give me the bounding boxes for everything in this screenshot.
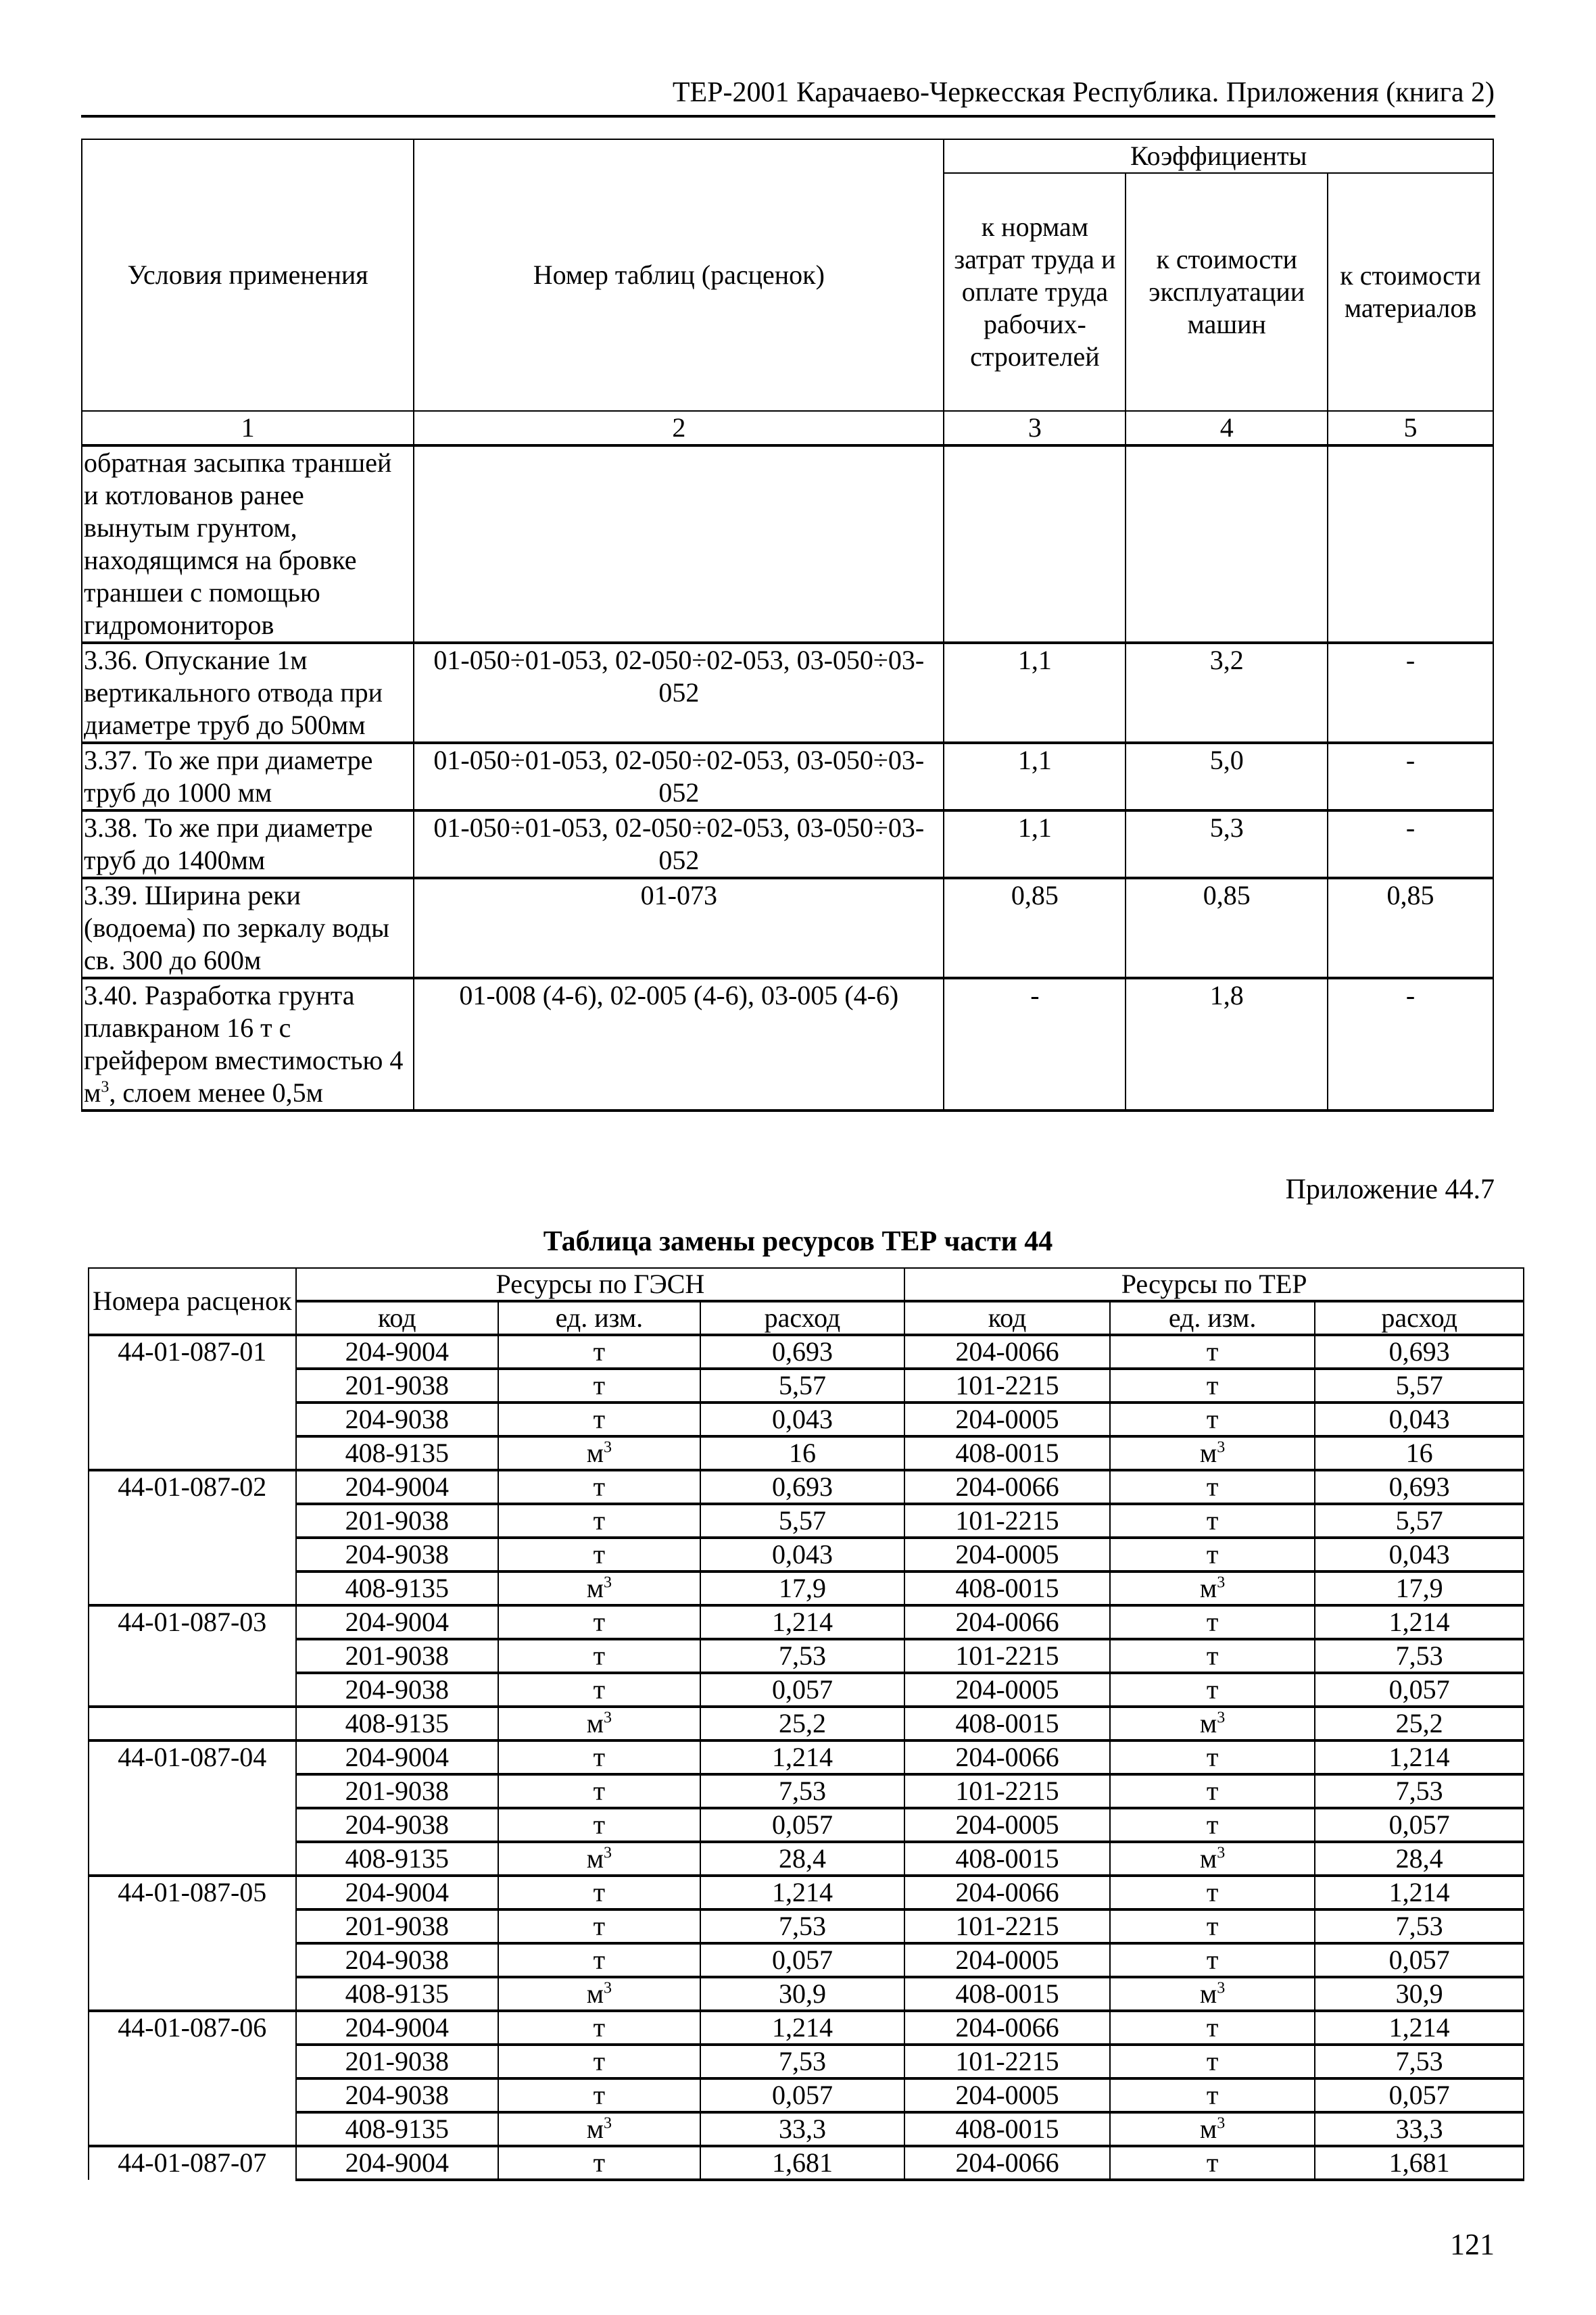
header-gesn-code: код [296,1301,499,1335]
gesn-unit-cell: т [498,1538,700,1571]
ter-consumption-cell: 1,214 [1315,2011,1524,2045]
ter-consumption-cell: 1,214 [1315,1605,1524,1639]
superscript: 3 [1217,1438,1226,1457]
ter-consumption-cell: 25,2 [1315,1707,1524,1740]
unit-text: м [1199,1708,1217,1738]
gesn-consumption-cell: 1,214 [700,1876,905,1909]
gesn-unit-cell [498,1707,700,1740]
rate-number-cell [89,1909,296,1943]
ter-code-cell: 101-2215 [904,1909,1110,1943]
table-row [89,1808,1524,1842]
ter-consumption-cell: 5,57 [1315,1369,1524,1403]
gesn-consumption-cell: 0,043 [700,1403,905,1436]
ter-consumption-cell: 7,53 [1315,2045,1524,2078]
gesn-consumption-cell: 0,057 [700,1943,905,1977]
unit-text: м [1199,1843,1217,1874]
gesn-consumption-cell: 7,53 [700,1774,905,1808]
rate-number-cell [89,1977,296,2011]
table-row [89,1774,1524,1808]
ter-code-cell: 204-0066 [904,1876,1110,1909]
table-row [89,1436,1524,1470]
ter-code-cell: 204-0005 [904,2078,1110,2112]
ter-code-cell: 204-0066 [904,1740,1110,1774]
ter-consumption-cell: 0,043 [1315,1403,1524,1436]
rate-number-cell: 44-01-087-06 [89,2011,296,2045]
ter-consumption-cell: 30,9 [1315,1977,1524,2011]
gesn-code-cell: 408-9135 [296,2112,499,2146]
unit-text: м [1199,1438,1217,1468]
materials-cell: 0,85 [1328,878,1493,978]
gesn-consumption-cell: 28,4 [700,1842,905,1876]
ter-consumption-cell: 0,057 [1315,1808,1524,1842]
gesn-unit-cell: т [498,1909,700,1943]
gesn-consumption-cell: 0,057 [700,1808,905,1842]
ter-code-cell: 101-2215 [904,1369,1110,1403]
labor-cell [944,445,1126,643]
gesn-consumption-cell: 7,53 [700,1909,905,1943]
ter-unit-cell: т [1110,1504,1315,1538]
gesn-unit-cell: т [498,1673,700,1707]
table-row [89,2011,1524,2045]
gesn-consumption-cell: 30,9 [700,1977,905,2011]
header-table-numbers: Номер таблиц (расценок) [414,139,944,411]
gesn-unit-cell: т [498,1470,700,1504]
gesn-unit-cell: т [498,2011,700,2045]
ter-unit-cell: т [1110,1774,1315,1808]
ter-code-cell: 204-0005 [904,1538,1110,1571]
tables-cell: 01-050÷01-053, 02-050÷02-053, 03-050÷03-052 [414,743,944,810]
rate-number-cell [89,2112,296,2146]
gesn-code-cell: 201-9038 [296,1369,499,1403]
superscript: 3 [1217,1844,1226,1862]
gesn-consumption-cell: 25,2 [700,1707,905,1740]
ter-code-cell: 101-2215 [904,1504,1110,1538]
rate-number-cell [89,1403,296,1436]
materials-cell: - [1328,643,1493,743]
ter-consumption-cell: 0,057 [1315,1673,1524,1707]
condition-cell [82,978,414,1111]
ter-code-cell: 408-0015 [904,1842,1110,1876]
rate-number-cell: 44-01-087-02 [89,1470,296,1504]
ter-code-cell: 204-0005 [904,1943,1110,1977]
gesn-consumption-cell: 1,214 [700,1740,905,1774]
gesn-unit-cell: т [498,1943,700,1977]
resource-replacement-table [88,1267,1524,2181]
gesn-code-cell: 201-9038 [296,1774,499,1808]
table-row [89,1369,1524,1403]
ter-unit-cell: т [1110,1369,1315,1403]
gesn-unit-cell: т [498,1369,700,1403]
gesn-unit-cell: т [498,1774,700,1808]
superscript: 3 [604,1979,612,1997]
rate-number-cell [89,1436,296,1470]
superscript: 3 [604,2114,612,2133]
ter-unit-cell: т [1110,2146,1315,2180]
unit-text: м [586,1708,604,1738]
ter-consumption-cell: 0,693 [1315,1470,1524,1504]
gesn-consumption-cell: 1,681 [700,2146,905,2180]
gesn-code-cell: 204-9038 [296,1403,499,1436]
table-row [89,1842,1524,1876]
tables-cell [414,445,944,643]
ter-code-cell: 204-0066 [904,1605,1110,1639]
ter-unit-cell: т [1110,2078,1315,2112]
table-row [89,1470,1524,1504]
machines-cell: 0,85 [1126,878,1328,978]
header-rate-numbers: Номера расценок [89,1268,296,1335]
machines-cell: 1,8 [1126,978,1328,1111]
rate-number-cell [89,1504,296,1538]
ter-consumption-cell: 1,681 [1315,2146,1524,2180]
ter-code-cell: 408-0015 [904,1707,1110,1740]
ter-code-cell: 101-2215 [904,1639,1110,1673]
table-row [89,2045,1524,2078]
header-ter-unit: ед. изм. [1110,1301,1315,1335]
ter-code-cell: 408-0015 [904,1571,1110,1605]
rate-number-cell [89,1571,296,1605]
ter-unit-cell: т [1110,2011,1315,2045]
header-gesn-consumption: расход [700,1301,905,1335]
column-number: 4 [1126,411,1328,445]
gesn-code-cell: 408-9135 [296,1707,499,1740]
superscript: 3 [604,1844,612,1862]
table-row [82,643,1493,743]
materials-cell: - [1328,810,1493,878]
unit-text: м [586,2114,604,2144]
gesn-code-cell: 201-9038 [296,1504,499,1538]
running-header: ТЕР-2001 Карачаево-Черкесская Республика. Приложения (книга 2) [672,77,1495,108]
ter-code-cell: 204-0005 [904,1673,1110,1707]
table-row [89,1403,1524,1436]
superscript: 3 [1217,1979,1226,1997]
gesn-consumption-cell: 0,693 [700,1335,905,1369]
table-row [89,1504,1524,1538]
resource-table-body [89,1335,1524,2180]
header-ter-consumption: расход [1315,1301,1524,1335]
header-labor: к нормам затрат труда и оплате труда рабочих-строителей [944,173,1126,411]
ter-unit-cell: т [1110,1740,1315,1774]
ter-consumption-cell: 0,057 [1315,1943,1524,1977]
ter-code-cell: 101-2215 [904,2045,1110,2078]
gesn-code-cell: 204-9038 [296,1673,499,1707]
ter-consumption-cell: 33,3 [1315,2112,1524,2146]
table-row [89,1943,1524,1977]
ter-code-cell: 204-0066 [904,1470,1110,1504]
table-row [82,445,1493,643]
table-row [89,1740,1524,1774]
rate-number-cell [89,1639,296,1673]
rate-number-cell: 44-01-087-01 [89,1335,296,1369]
gesn-code-cell: 408-9135 [296,1977,499,2011]
table-row [89,1673,1524,1707]
gesn-unit-cell: т [498,1504,700,1538]
gesn-consumption-cell: 7,53 [700,2045,905,2078]
gesn-unit-cell: т [498,1335,700,1369]
gesn-unit-cell [498,2112,700,2146]
gesn-consumption-cell: 5,57 [700,1504,905,1538]
ter-consumption-cell: 28,4 [1315,1842,1524,1876]
rate-number-cell [89,1943,296,1977]
rate-number-cell [89,1808,296,1842]
gesn-unit-cell: т [498,1808,700,1842]
ter-unit-cell: т [1110,1876,1315,1909]
column-number: 1 [82,411,414,445]
ter-unit-cell: т [1110,1605,1315,1639]
rate-number-cell: 44-01-087-04 [89,1740,296,1774]
ter-consumption-cell: 1,214 [1315,1740,1524,1774]
table-row [89,1335,1524,1369]
table-row [89,1707,1524,1740]
gesn-unit-cell [498,1571,700,1605]
table-row [89,1538,1524,1571]
header-gesn-unit: ед. изм. [498,1301,700,1335]
ter-unit-cell: т [1110,2045,1315,2078]
ter-code-cell: 408-0015 [904,1436,1110,1470]
header-rule [81,115,1495,118]
unit-text: м [1199,1978,1217,2009]
machines-cell: 3,2 [1126,643,1328,743]
tables-cell: 01-008 (4-6), 02-005 (4-6), 03-005 (4-6) [414,978,944,1111]
ter-code-cell: 204-0066 [904,2146,1110,2180]
header-ter-group: Ресурсы по ТЕР [904,1268,1524,1301]
ter-unit-cell [1110,1571,1315,1605]
table-row [89,1605,1524,1639]
ter-consumption-cell: 7,53 [1315,1639,1524,1673]
column-number: 2 [414,411,944,445]
ter-code-cell: 101-2215 [904,1774,1110,1808]
unit-text: м [586,1573,604,1603]
ter-unit-cell [1110,1842,1315,1876]
rate-number-cell: 44-01-087-07 [89,2146,296,2180]
table-row [89,1909,1524,1943]
ter-unit-cell: т [1110,1808,1315,1842]
column-number: 5 [1328,411,1493,445]
table-row [89,2112,1524,2146]
tables-cell: 01-050÷01-053, 02-050÷02-053, 03-050÷03-052 [414,643,944,743]
table-row [82,878,1493,978]
gesn-unit-cell: т [498,1876,700,1909]
machines-cell: 5,0 [1126,743,1328,810]
table-row [89,1977,1524,2011]
condition-text: 3.40. Разработка грунта плавкраном 16 т с грейфером вместимостью 4 м [84,980,404,1108]
rate-number-cell [89,1673,296,1707]
ter-consumption-cell: 5,57 [1315,1504,1524,1538]
gesn-code-cell: 204-9004 [296,2146,499,2180]
ter-consumption-cell: 16 [1315,1436,1524,1470]
gesn-code-cell: 408-9135 [296,1571,499,1605]
rate-number-cell [89,1707,296,1740]
gesn-unit-cell: т [498,2078,700,2112]
ter-consumption-cell: 1,214 [1315,1876,1524,1909]
ter-consumption-cell: 7,53 [1315,1774,1524,1808]
gesn-consumption-cell: 1,214 [700,2011,905,2045]
header-machines: к стоимости эксплуатации машин [1126,173,1328,411]
machines-cell: 5,3 [1126,810,1328,878]
rate-number-cell: 44-01-087-05 [89,1876,296,1909]
gesn-unit-cell: т [498,1403,700,1436]
unit-text: м [586,1843,604,1874]
ter-unit-cell [1110,1436,1315,1470]
gesn-unit-cell [498,1436,700,1470]
gesn-unit-cell [498,1977,700,2011]
gesn-unit-cell: т [498,2045,700,2078]
gesn-unit-cell [498,1842,700,1876]
column-number: 3 [944,411,1126,445]
materials-cell: - [1328,743,1493,810]
rate-number-cell [89,1774,296,1808]
condition-text: , слоем менее 0,5м [109,1077,323,1108]
table-row [82,978,1493,1111]
ter-code-cell: 408-0015 [904,1977,1110,2011]
ter-unit-cell: т [1110,1673,1315,1707]
gesn-consumption-cell: 0,057 [700,2078,905,2112]
header-ter-code: код [904,1301,1110,1335]
table-row [89,1639,1524,1673]
appendix-label: Приложение 44.7 [1285,1174,1495,1205]
gesn-unit-cell: т [498,2146,700,2180]
superscript: 3 [604,1438,612,1457]
gesn-unit-cell: т [498,1605,700,1639]
labor-cell: - [944,978,1126,1111]
superscript: 3 [604,1574,612,1592]
table-row [89,1876,1524,1909]
materials-cell [1328,445,1493,643]
materials-cell: - [1328,978,1493,1111]
gesn-unit-cell: т [498,1639,700,1673]
superscript: 3 [604,1709,612,1727]
ter-consumption-cell: 17,9 [1315,1571,1524,1605]
ter-code-cell: 408-0015 [904,2112,1110,2146]
ter-unit-cell [1110,1977,1315,2011]
gesn-code-cell: 204-9004 [296,2011,499,2045]
labor-cell: 0,85 [944,878,1126,978]
header-conditions: Условия применения [82,139,414,411]
ter-consumption-cell: 0,693 [1315,1335,1524,1369]
gesn-code-cell: 204-9004 [296,1470,499,1504]
ter-unit-cell: т [1110,1470,1315,1504]
ter-consumption-cell: 0,057 [1315,2078,1524,2112]
gesn-code-cell: 201-9038 [296,2045,499,2078]
gesn-code-cell: 204-9038 [296,1808,499,1842]
gesn-unit-cell: т [498,1740,700,1774]
gesn-code-cell: 204-9038 [296,2078,499,2112]
gesn-code-cell: 204-9038 [296,1943,499,1977]
gesn-consumption-cell: 0,693 [700,1470,905,1504]
gesn-code-cell: 204-9004 [296,1335,499,1369]
unit-text: м [1199,1573,1217,1603]
condition-cell: обратная засыпка траншей и котлованов ранее вынутым грунтом, находящимся на бровке траншеи с помощью гидромониторов [82,445,414,643]
superscript: 3 [1217,1709,1226,1727]
unit-text: м [586,1438,604,1468]
gesn-code-cell: 201-9038 [296,1909,499,1943]
gesn-consumption-cell: 1,214 [700,1605,905,1639]
ter-unit-cell: т [1110,1639,1315,1673]
gesn-consumption-cell: 7,53 [700,1639,905,1673]
header-coefficients: Коэффициенты [944,139,1493,173]
tables-cell: 01-073 [414,878,944,978]
unit-text: м [586,1978,604,2009]
header-materials: к стоимости материалов [1328,173,1493,411]
rate-number-cell [89,1842,296,1876]
superscript: 3 [1217,2114,1226,2133]
ter-unit-cell: т [1110,1538,1315,1571]
table-row [89,2146,1524,2180]
gesn-consumption-cell: 0,043 [700,1538,905,1571]
condition-cell: 3.39. Ширина реки (водоема) по зеркалу воды св. 300 до 600м [82,878,414,978]
coefficients-table [81,139,1494,1112]
superscript: 3 [1217,1574,1226,1592]
ter-unit-cell [1110,1707,1315,1740]
header-gesn-group: Ресурсы по ГЭСН [296,1268,905,1301]
table-row [89,1571,1524,1605]
labor-cell: 1,1 [944,810,1126,878]
ter-code-cell: 204-0005 [904,1808,1110,1842]
ter-unit-cell: т [1110,1909,1315,1943]
gesn-consumption-cell: 17,9 [700,1571,905,1605]
gesn-code-cell: 204-9004 [296,1605,499,1639]
gesn-code-cell: 204-9004 [296,1876,499,1909]
labor-cell: 1,1 [944,743,1126,810]
gesn-consumption-cell: 0,057 [700,1673,905,1707]
tables-cell: 01-050÷01-053, 02-050÷02-053, 03-050÷03-052 [414,810,944,878]
gesn-code-cell: 204-9004 [296,1740,499,1774]
column-number-row [82,411,1493,445]
ter-code-cell: 204-0005 [904,1403,1110,1436]
ter-unit-cell: т [1110,1335,1315,1369]
ter-consumption-cell: 0,043 [1315,1538,1524,1571]
gesn-code-cell: 204-9038 [296,1538,499,1571]
gesn-code-cell: 408-9135 [296,1842,499,1876]
table-caption: Таблица замены ресурсов ТЕР части 44 [543,1226,1053,1257]
rate-number-cell [89,1369,296,1403]
gesn-consumption-cell: 5,57 [700,1369,905,1403]
machines-cell [1126,445,1328,643]
rate-number-cell [89,2078,296,2112]
condition-cell: 3.36. Опускание 1м вертикального отвода при диаметре труб до 500мм [82,643,414,743]
gesn-consumption-cell: 16 [700,1436,905,1470]
rate-number-cell [89,2045,296,2078]
page-number: 121 [1450,2228,1495,2261]
gesn-consumption-cell: 33,3 [700,2112,905,2146]
table-row [82,810,1493,878]
gesn-code-cell: 201-9038 [296,1639,499,1673]
ter-unit-cell [1110,2112,1315,2146]
rate-number-cell [89,1538,296,1571]
ter-code-cell: 204-0066 [904,1335,1110,1369]
unit-text: м [1199,2114,1217,2144]
table-row [89,2078,1524,2112]
ter-code-cell: 204-0066 [904,2011,1110,2045]
labor-cell: 1,1 [944,643,1126,743]
ter-unit-cell: т [1110,1403,1315,1436]
gesn-code-cell: 408-9135 [296,1436,499,1470]
table-row [82,743,1493,810]
condition-cell: 3.38. То же при диаметре труб до 1400мм [82,810,414,878]
ter-unit-cell: т [1110,1943,1315,1977]
condition-cell: 3.37. То же при диаметре труб до 1000 мм [82,743,414,810]
ter-consumption-cell: 7,53 [1315,1909,1524,1943]
superscript: 3 [101,1078,110,1096]
rate-number-cell: 44-01-087-03 [89,1605,296,1639]
